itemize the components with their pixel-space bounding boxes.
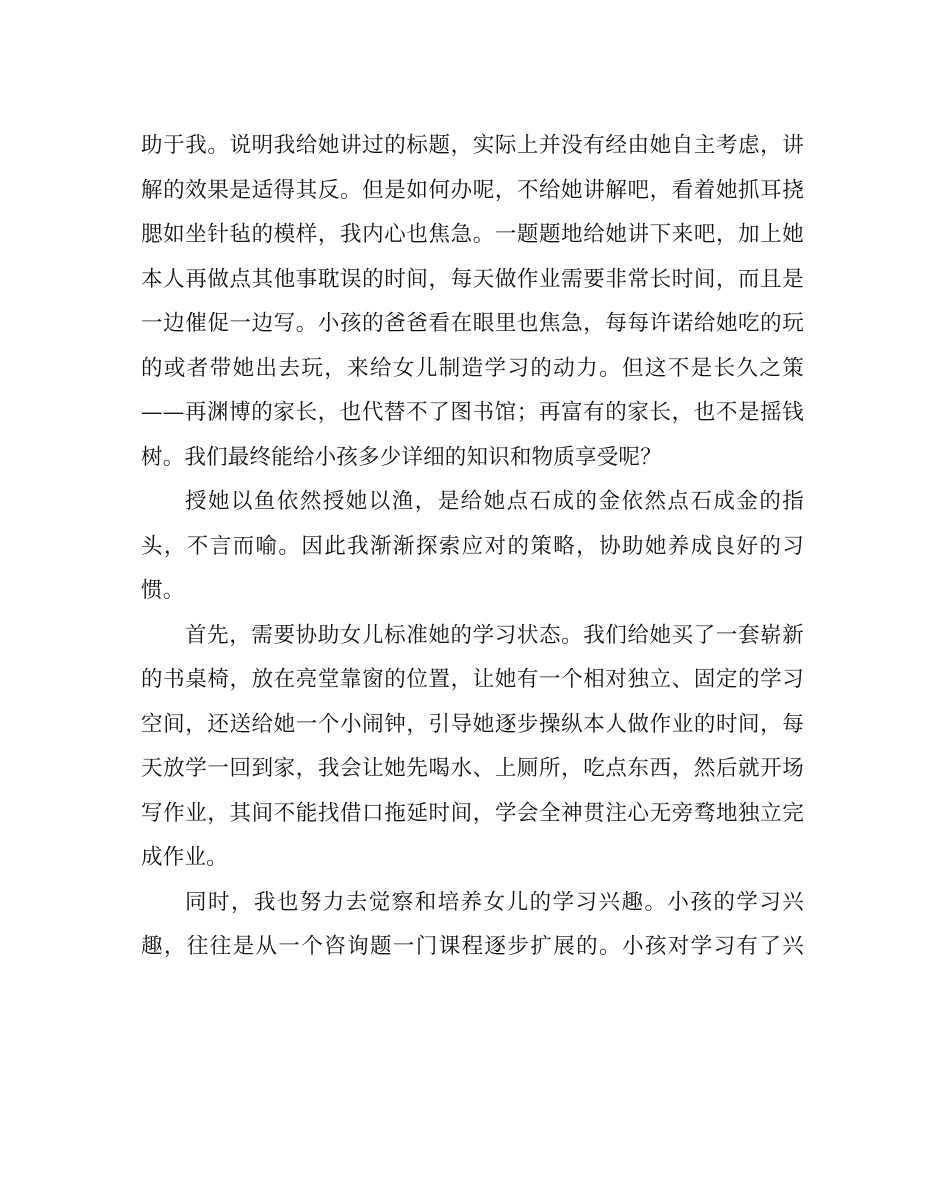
paragraph xyxy=(141,124,804,480)
text-line: 解的效果是适得其反。但是如何办呢，不给她讲解吧，看着她抓耳挠 xyxy=(141,177,804,203)
text-line: 同时，我也努力去觉察和培养女儿的学习兴趣。小孩的学习兴 xyxy=(185,889,804,915)
text-line: 惯。 xyxy=(141,578,185,603)
text-line: 首先，需要协助女儿标准她的学习状态。我们给她买了一套崭新 xyxy=(185,622,804,648)
text-line: 腮如坐针毡的模样，我内心也焦急。一题题地给她讲下来吧，加上她 xyxy=(141,222,804,247)
text-line: 的书桌椅，放在亮堂靠窗的位置，让她有一个相对独立、固定的学习 xyxy=(141,667,804,692)
document-body xyxy=(141,124,804,970)
text-line: 本人再做点其他事耽误的时间，每天做作业需要非常长时间，而且是 xyxy=(141,266,804,292)
text-line: 授她以鱼依然授她以渔，是给她点石成的金依然点石成金的指 xyxy=(185,489,804,514)
text-line: 成作业。 xyxy=(141,845,228,870)
paragraph xyxy=(141,881,804,970)
text-line: 的或者带她出去玩，来给女儿制造学习的动力。但这不是长久之策 xyxy=(141,355,804,381)
paragraph xyxy=(141,480,804,614)
text-line: 趣，往往是从一个咨询题一门课程逐步扩展的。小孩对学习有了兴 xyxy=(141,934,804,959)
text-line: 空间，还送给她一个小闹钟，引导她逐步操纵本人做作业的时间，每 xyxy=(141,711,804,737)
text-line: 头，不言而喻。因此我渐渐探索应对的策略，协助她养成良好的习 xyxy=(141,533,804,559)
text-line: 一边催促一边写。小孩的爸爸看在眼里也焦急，每每许诺给她吃的玩 xyxy=(141,311,804,336)
paragraph xyxy=(141,614,804,881)
text-line: 助于我。说明我给她讲过的标题，实际上并没有经由她自主考虑，讲 xyxy=(141,133,804,158)
text-line: ——再渊博的家长，也代替不了图书馆；再富有的家长，也不是摇钱 xyxy=(141,400,804,425)
text-line: 树。我们最终能给小孩多少详细的知识和物质享受呢？ xyxy=(141,444,662,470)
text-line: 天放学一回到家，我会让她先喝水、上厕所，吃点东西，然后就开场 xyxy=(141,756,804,781)
text-line: 写作业，其间不能找借口拖延时间，学会全神贯注心无旁骛地独立完 xyxy=(141,800,804,826)
